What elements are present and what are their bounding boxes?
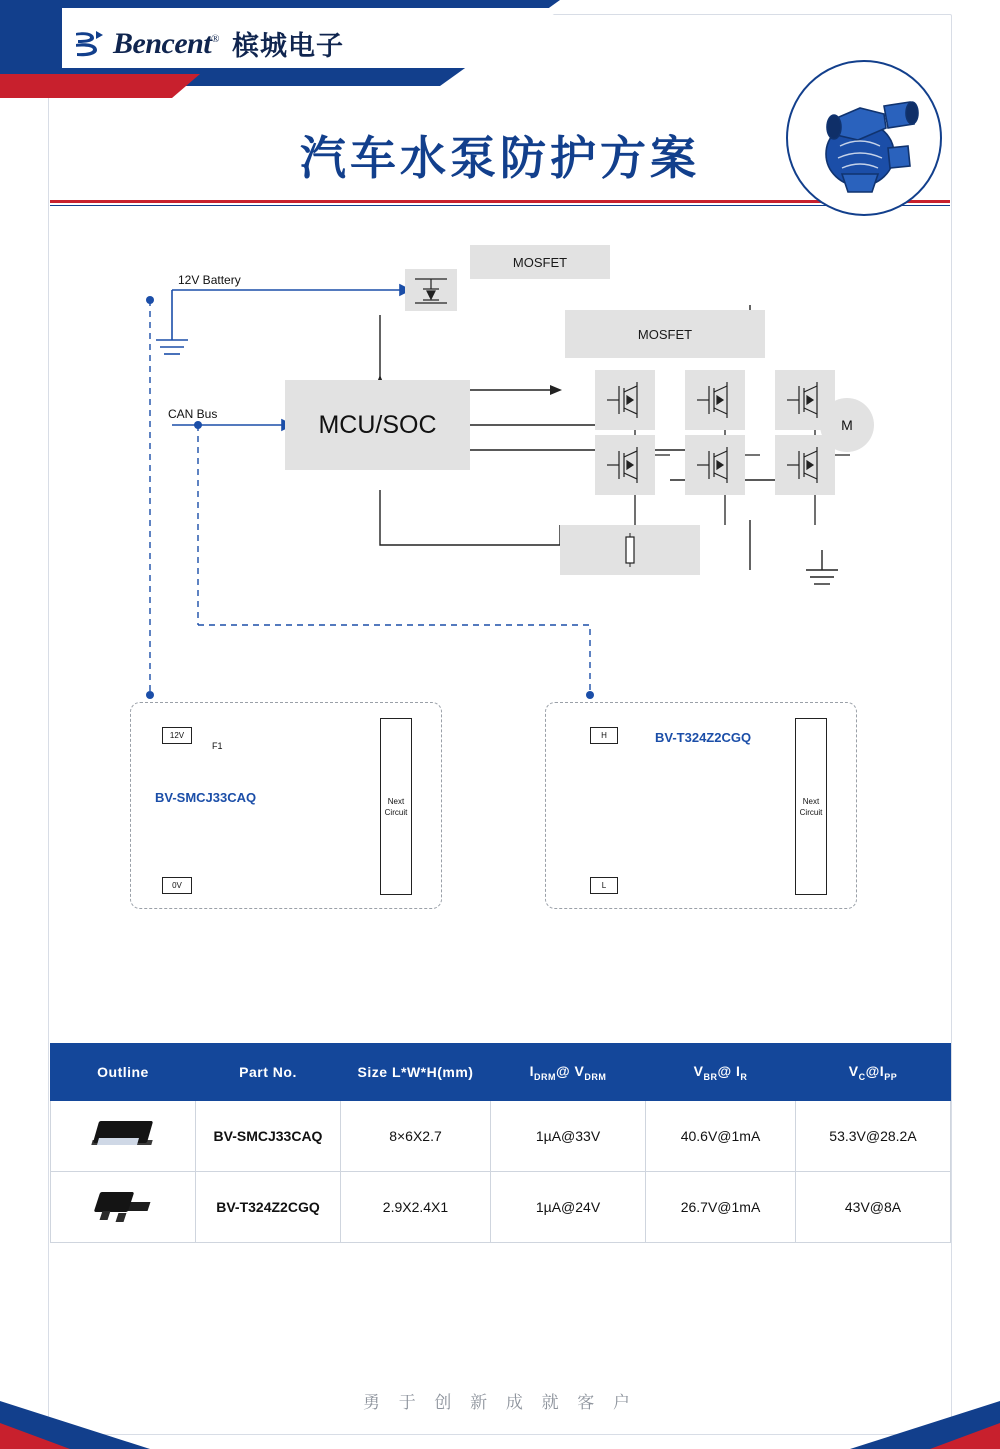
halfbridge-lowside-1: [595, 435, 655, 495]
water-pump-illustration: [786, 60, 942, 216]
page-title: 汽车水泵防护方案: [300, 132, 700, 184]
title-blue-rule: [50, 205, 950, 206]
mosfet-reverse-protection-block: [405, 269, 457, 311]
th-outline: Outline: [51, 1044, 196, 1101]
right-part-label: BV-T324Z2CGQ: [655, 730, 752, 745]
halfbridge-highside-3: [775, 370, 835, 430]
halfbridge-highside-1: [595, 370, 655, 430]
halfbridge-lowside-3: [775, 435, 835, 495]
label-can-bus: CAN Bus: [168, 407, 218, 421]
pin-12v: 12V: [162, 727, 192, 744]
th-vbr: $V_{BR}@$ $I_R$: [646, 1044, 796, 1101]
logo-registered-mark: ®: [211, 32, 220, 45]
cell-vc-2: 43V@8A: [796, 1172, 951, 1243]
pin-can-h: H: [590, 727, 618, 744]
bencent-logo-icon: [72, 27, 106, 61]
logo-text-en: Bencent: [113, 26, 212, 60]
header-red-wedge: [0, 74, 200, 98]
th-size: Size L*W*H(mm): [341, 1044, 491, 1101]
mcu-soc-block: MCU/SOC: [285, 380, 470, 470]
parameter-table: [50, 1043, 950, 1243]
label-12v-battery: 12V Battery: [178, 273, 241, 287]
cell-part-no-2: BV-T324Z2CGQ: [196, 1172, 341, 1243]
brand-logo: [72, 24, 344, 63]
footer-slogan: 勇 于 创 新 成 就 客 户: [362, 1393, 638, 1412]
smc-package-icon: [51, 1101, 196, 1172]
cell-part-no-1: BV-SMCJ33CAQ: [196, 1101, 341, 1172]
cell-size-2: 2.9X2.4X1: [341, 1172, 491, 1243]
table-header-row: [51, 1044, 951, 1101]
title-red-rule: [50, 200, 950, 203]
table-row: [51, 1172, 951, 1243]
th-idrm: $I_{DRM}@$ $V_{DRM}$: [491, 1044, 646, 1101]
left-part-label: BV-SMCJ33CAQ: [155, 790, 257, 805]
table-row: [51, 1101, 951, 1172]
cell-vbr-1: 40.6V@1mA: [646, 1101, 796, 1172]
cell-idrm-1: 1µA@33V: [491, 1101, 646, 1172]
shunt-resistor-block: [560, 525, 700, 575]
th-vc: $V_C@I_{PP}$: [796, 1044, 951, 1101]
sot23-package-icon: [51, 1172, 196, 1243]
mosfet-block-top: MOSFET: [470, 245, 610, 279]
right-next-circuit: Next Circuit: [795, 718, 827, 895]
cell-idrm-2: 1µA@24V: [491, 1172, 646, 1243]
motor-block: M: [820, 398, 874, 452]
pin-0v: 0V: [162, 877, 192, 894]
cell-size-1: 8×6X2.7: [341, 1101, 491, 1172]
pin-can-l: L: [590, 877, 618, 894]
logo-text-cn: 槟城电子: [232, 31, 345, 61]
mosfet-block-bridge: MOSFET: [565, 310, 765, 358]
logo-wordmark: [113, 27, 219, 61]
cell-vc-1: 53.3V@28.2A: [796, 1101, 951, 1172]
cell-vbr-2: 26.7V@1mA: [646, 1172, 796, 1243]
left-next-circuit: Next Circuit: [380, 718, 412, 895]
halfbridge-lowside-2: [685, 435, 745, 495]
th-part-no: Part No.: [196, 1044, 341, 1101]
application-schematic: [50, 225, 950, 925]
halfbridge-highside-2: [685, 370, 745, 430]
label-fuse-f1: F1: [212, 741, 223, 751]
